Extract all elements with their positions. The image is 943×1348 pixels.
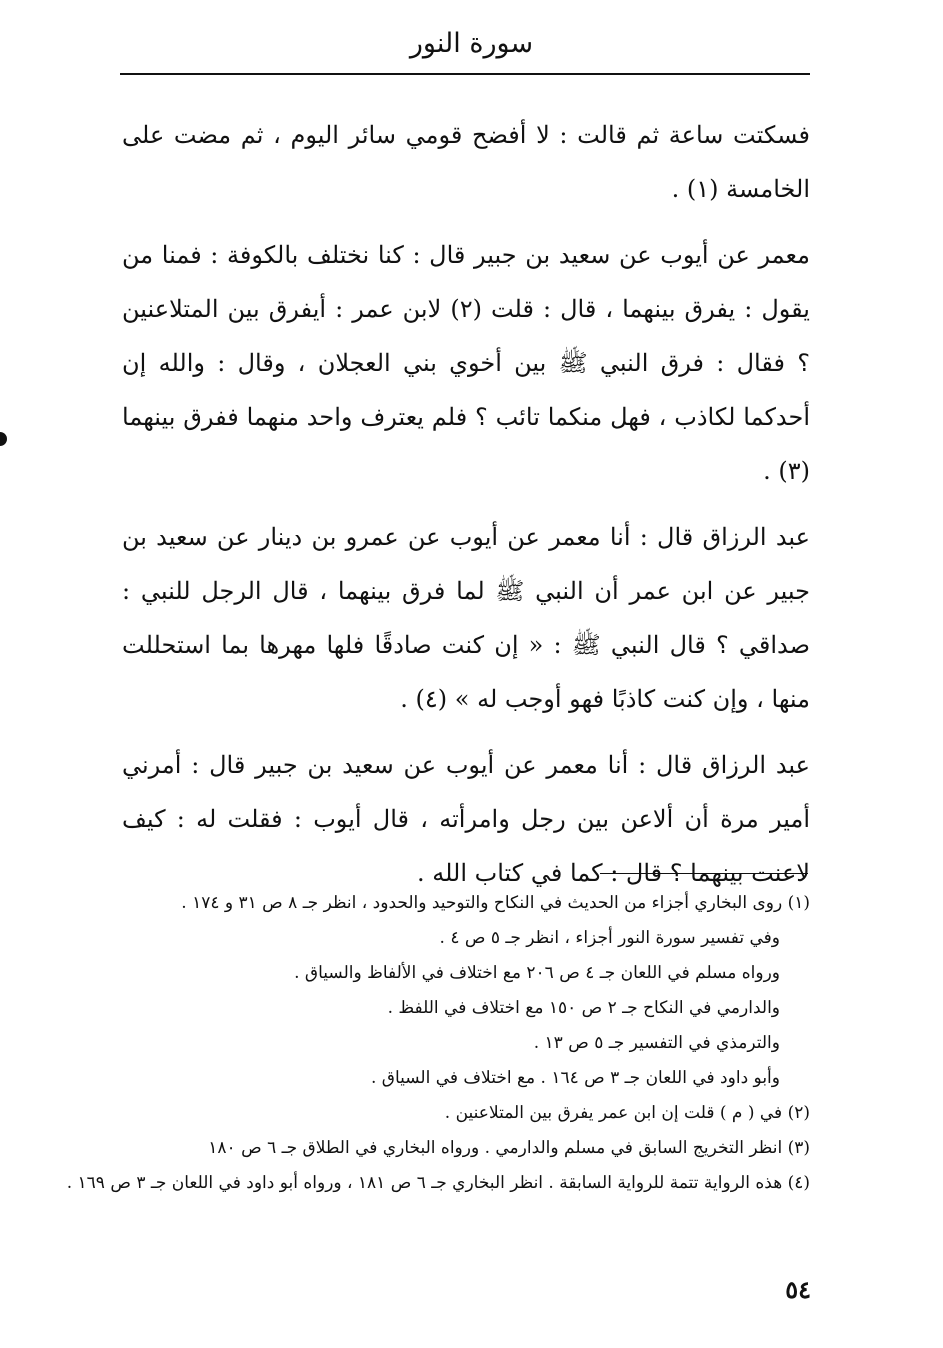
paragraph-1: فسكتت ساعة ثم قالت : لا أفضح قومي سائر اليوم ، ثم مضت على الخامسة (١) . [122, 121, 810, 203]
footnotes [66, 886, 810, 1201]
paragraph-3: عبد الرزاق قال : أنا معمر عن أيوب عن عمرو بن دينار عن سعيد بن جبير عن ابن عمر أن النبي ﷺ لما فرق بينهما ، قال الرجل للنبي : صداقي ؟ قال النبي ﷺ : « إن كنت صادقًا فلها مهرها بما استحللت منها ، وإن كنت كاذبًا فهو أوجب له » (٤) . [122, 523, 811, 713]
footnote-4: (٤) هذه الرواية تتمة للرواية السابقة . انظر البخاري جـ ٦ ص ١٨١ ، ورواه أبو داود في اللعان جـ ٣ ص ١٦٩ . [66, 1173, 810, 1193]
footnote-1-line-4: والدارمي في النكاح جـ ٢ ص ١٥٠ مع اختلاف في اللفظ . [387, 998, 780, 1018]
header-divider [120, 73, 810, 75]
footnote-divider [600, 873, 808, 874]
footnote-1-line-3: ورواه مسلم في اللعان جـ ٤ ص ٢٠٦ مع اختلاف في الألفاظ والسياق . [294, 963, 780, 983]
paragraph-4: عبد الرزاق قال : أنا معمر عن أيوب عن سعيد بن جبير قال : أمرني أمير مرة أن ألاعن بين رجل وامرأته ، قال أيوب : فقلت له : كيف لاعنت بينهما ؟ قال : كما في كتاب الله . [122, 751, 810, 887]
footnote-1-line-6: وأبو داود في اللعان جـ ٣ ص ١٦٤ . مع اختلاف في السياق . [370, 1068, 780, 1088]
main-text [122, 108, 810, 912]
page-number: ٥٤ [785, 1275, 811, 1304]
margin-mark [0, 432, 7, 446]
footnote-2: (٢) في ( م ) قلت إن ابن عمر يفرق بين المتلاعنين . [444, 1103, 810, 1123]
footnote-1-line-2: وفي تفسير سورة النور أجزاء ، انظر جـ ٥ ص ٤ . [439, 928, 780, 948]
paragraph-2: معمر عن أيوب عن سعيد بن جبير قال : كنا نختلف بالكوفة : فمنا من يقول : يفرق بينهما ، قال : قلت (٢) لابن عمر : أيفرق بين المتلاعنين ؟ فقال : فرق النبي ﷺ بين أخوي بني العجلان ، وقال : والله إن أحدكما لكاذب ، فهل منكما تائب ؟ فلم يعترف واحد منهما ففرق بينهما (٣) . [122, 241, 810, 485]
page-header-title: سورة النور [409, 28, 534, 59]
footnote-1: (١) روى البخاري أجزاء من الحديث في النكاح والتوحيد والحدود ، انظر جـ ٨ ص ٣١ و ١٧٤ . [181, 893, 810, 913]
footnote-3: (٣) انظر التخريج السابق في مسلم والدارمي . ورواه البخاري في الطلاق جـ ٦ ص ١٨٠ [208, 1138, 810, 1158]
footnote-1-line-5: والترمذي في التفسير جـ ٥ ص ١٣ . [533, 1033, 780, 1053]
